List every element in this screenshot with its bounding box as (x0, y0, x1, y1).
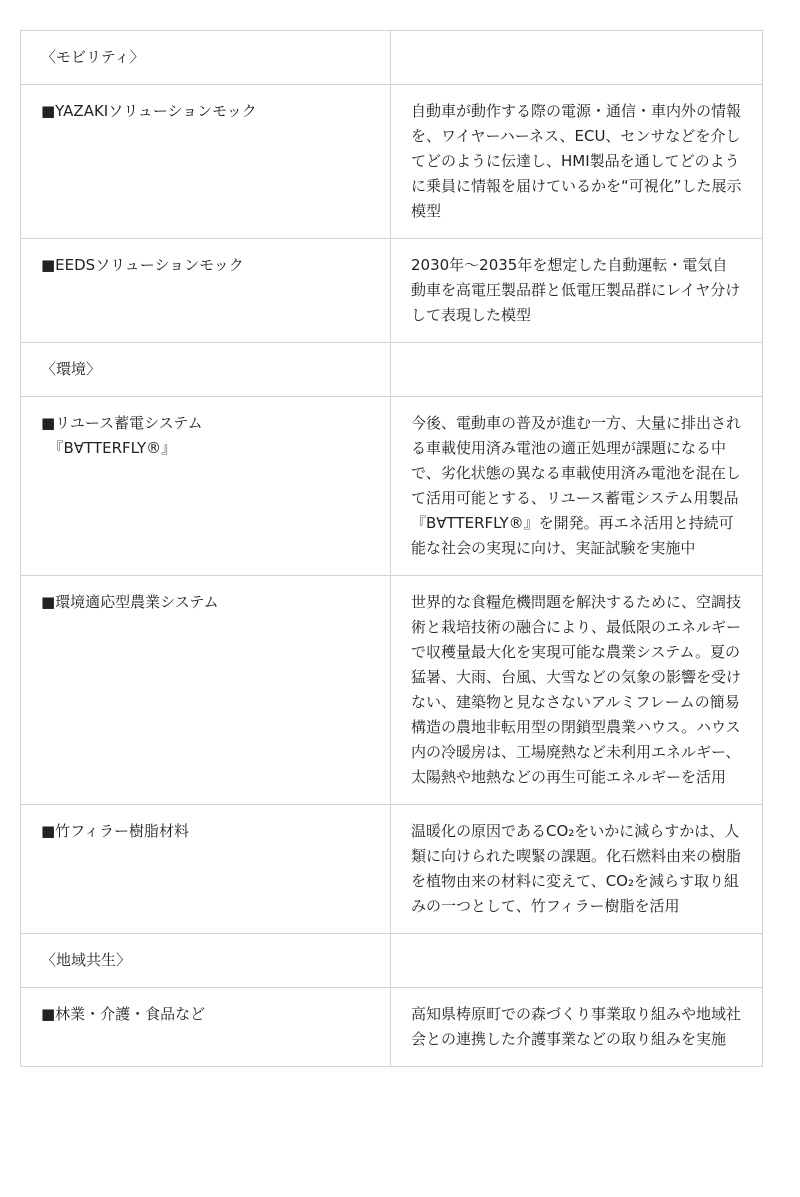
table-cell-name (21, 805, 391, 934)
table-cell-description (391, 343, 763, 397)
table-cell-name (21, 85, 391, 239)
table-cell-description (391, 239, 763, 343)
table-cell-name (21, 239, 391, 343)
exhibit-name: ■竹フィラー樹脂材料 (41, 822, 189, 840)
table-cell-name (21, 343, 391, 397)
section-label-environment: 〈環境〉 (41, 360, 102, 378)
table-row (21, 576, 763, 805)
table-cell-description (391, 934, 763, 988)
exhibit-description: 温暖化の原因であるCO₂をいかに減らすかは、人類に向けられた喫緊の課題。化石燃料由来の樹脂を植物由来の材料に変えて、CO₂を減らす取り組みの一つとして、竹フィラー樹脂を活用 (411, 822, 742, 915)
exhibit-description: 2030年〜2035年を想定した自動運転・電気自動車を高電圧製品群と低電圧製品群にレイヤ分けして表現した模型 (411, 256, 741, 324)
exhibit-description: 自動車が動作する際の電源・通信・車内外の情報を、ワイヤーハーネス、ECU、センサなどを介してどのように伝達し、HMI製品を通してどのように乗員に情報を届けているかを“可視化”した展示模型 (411, 102, 742, 220)
section-label-community: 〈地域共生〉 (41, 951, 132, 969)
table-cell-name (21, 576, 391, 805)
table-cell-name (21, 31, 391, 85)
section-description-empty (391, 343, 762, 396)
section-label-mobility: 〈モビリティ〉 (41, 48, 145, 66)
exhibit-name: ■YAZAKIソリューションモック (41, 102, 257, 120)
table-row (21, 988, 763, 1067)
table-cell-description (391, 805, 763, 934)
table-cell-name (21, 397, 391, 576)
table-cell-description (391, 576, 763, 805)
exhibit-name: ■環境適応型農業システム (41, 593, 219, 611)
table-row-section-environment (21, 343, 763, 397)
table-row-section-mobility (21, 31, 763, 85)
table-cell-name (21, 934, 391, 988)
exhibit-name: ■EEDSソリューションモック (41, 256, 244, 274)
exhibit-description: 今後、電動車の普及が進む一方、大量に排出される車載使用済み電池の適正処理が課題になる中で、劣化状態の異なる車載使用済み電池を混在して活用可能とする、リユース蓄電システム用製品『B∀TTERFLY®』を開発。再エネ活用と持続可能な社会の実現に向け、実証試験を実施中 (411, 414, 742, 557)
section-description-empty (391, 31, 762, 84)
table-cell-description (391, 85, 763, 239)
table-row (21, 239, 763, 343)
table-cell-description (391, 397, 763, 576)
table-cell-description (391, 988, 763, 1067)
table-row (21, 805, 763, 934)
table-cell-description (391, 31, 763, 85)
table-row (21, 397, 763, 576)
exhibit-name: ■リユース蓄電システム 『B∀TTERFLY®』 (41, 414, 203, 457)
section-description-empty (391, 934, 762, 987)
table-row (21, 85, 763, 239)
exhibit-description: 世界的な食糧危機問題を解決するために、空調技術と栽培技術の融合により、最低限のエネルギーで収穫量最大化を実現可能な農業システム。夏の猛暑、大雨、台風、大雪などの気象の影響を受けない、建築物と見なさないアルミフレームの簡易構造の農地非転用型の閉鎖型農業ハウス。ハウス内の冷暖房は、工場廃熱など未利用エネルギー、太陽熱や地熱などの再生可能エネルギーを活用 (411, 593, 742, 786)
table-row-section-community (21, 934, 763, 988)
exhibit-name: ■林業・介護・食品など (41, 1005, 206, 1023)
exhibit-description: 高知県梼原町での森づくり事業取り組みや地域社会との連携した介護事業などの取り組みを実施 (411, 1005, 742, 1048)
table-cell-name (21, 988, 391, 1067)
exhibit-table (20, 30, 763, 1067)
